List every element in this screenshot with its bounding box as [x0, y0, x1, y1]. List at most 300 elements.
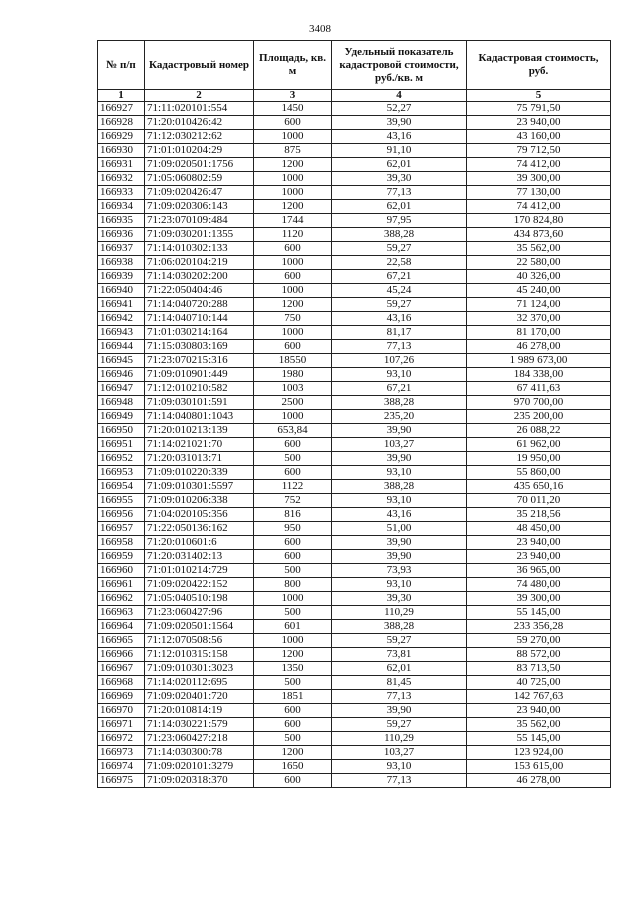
table-row [98, 662, 611, 676]
cadastral-value-cell: 40 326,00 [467, 270, 611, 284]
row-number-cell: 166960 [98, 564, 145, 578]
unit-value-cell: 388,28 [332, 228, 467, 242]
row-number-cell: 166943 [98, 326, 145, 340]
table-row [98, 480, 611, 494]
cadastral-value-cell: 67 411,63 [467, 382, 611, 396]
row-number-cell: 166952 [98, 452, 145, 466]
unit-value-cell: 388,28 [332, 480, 467, 494]
cadastral-number-cell: 71:14:040720:288 [145, 298, 254, 312]
row-number-cell: 166933 [98, 186, 145, 200]
area-cell: 600 [254, 536, 332, 550]
page-number: 3408 [309, 23, 331, 35]
row-number-cell: 166949 [98, 410, 145, 424]
table-row [98, 494, 611, 508]
cadastral-number-cell: 71:22:050136:162 [145, 522, 254, 536]
unit-value-cell: 39,30 [332, 172, 467, 186]
row-number-cell: 166963 [98, 606, 145, 620]
cadastral-number-cell: 71:01:030214:164 [145, 326, 254, 340]
unit-value-cell: 62,01 [332, 662, 467, 676]
unit-value-cell: 93,10 [332, 494, 467, 508]
cadastral-number-cell: 71:01:010204:29 [145, 144, 254, 158]
cadastral-value-cell: 46 278,00 [467, 774, 611, 788]
table-row [98, 382, 611, 396]
table-column-numbers-row [98, 90, 611, 102]
area-cell: 1200 [254, 648, 332, 662]
area-cell: 600 [254, 774, 332, 788]
table-row [98, 634, 611, 648]
table-row [98, 144, 611, 158]
row-number-cell: 166959 [98, 550, 145, 564]
cadastral-value-cell: 23 940,00 [467, 116, 611, 130]
cadastral-value-cell: 184 338,00 [467, 368, 611, 382]
cadastral-value-cell: 22 580,00 [467, 256, 611, 270]
cadastral-value-cell: 23 940,00 [467, 536, 611, 550]
cadastral-value-cell: 55 145,00 [467, 606, 611, 620]
cadastral-value-cell: 39 300,00 [467, 592, 611, 606]
row-number-cell: 166965 [98, 634, 145, 648]
row-number-cell: 166974 [98, 760, 145, 774]
cadastral-value-cell: 35 562,00 [467, 242, 611, 256]
unit-value-cell: 67,21 [332, 382, 467, 396]
cadastral-number-cell: 71:01:010214:729 [145, 564, 254, 578]
header-cadastral-value: Кадастровая стоимость, руб. [467, 41, 611, 90]
cadastral-number-cell: 71:23:060427:218 [145, 732, 254, 746]
table-row [98, 732, 611, 746]
cadastral-value-table [97, 40, 611, 788]
row-number-cell: 166931 [98, 158, 145, 172]
area-cell: 600 [254, 466, 332, 480]
column-number: 3 [254, 90, 332, 102]
unit-value-cell: 39,90 [332, 550, 467, 564]
cadastral-number-cell: 71:14:021021:70 [145, 438, 254, 452]
row-number-cell: 166955 [98, 494, 145, 508]
cadastral-value-cell: 233 356,28 [467, 620, 611, 634]
area-cell: 750 [254, 312, 332, 326]
cadastral-value-cell: 123 924,00 [467, 746, 611, 760]
area-cell: 1200 [254, 298, 332, 312]
area-cell: 1744 [254, 214, 332, 228]
area-cell: 1350 [254, 662, 332, 676]
area-cell: 1003 [254, 382, 332, 396]
area-cell: 816 [254, 508, 332, 522]
area-cell: 1000 [254, 634, 332, 648]
area-cell: 752 [254, 494, 332, 508]
unit-value-cell: 73,81 [332, 648, 467, 662]
row-number-cell: 166948 [98, 396, 145, 410]
cadastral-number-cell: 71:14:020112:695 [145, 676, 254, 690]
table-row [98, 158, 611, 172]
row-number-cell: 166935 [98, 214, 145, 228]
area-cell: 18550 [254, 354, 332, 368]
area-cell: 500 [254, 732, 332, 746]
unit-value-cell: 93,10 [332, 578, 467, 592]
table-row [98, 438, 611, 452]
row-number-cell: 166944 [98, 340, 145, 354]
unit-value-cell: 39,90 [332, 704, 467, 718]
row-number-cell: 166929 [98, 130, 145, 144]
cadastral-value-cell: 35 562,00 [467, 718, 611, 732]
unit-value-cell: 39,90 [332, 116, 467, 130]
area-cell: 600 [254, 550, 332, 564]
area-cell: 950 [254, 522, 332, 536]
cadastral-number-cell: 71:09:020101:3279 [145, 760, 254, 774]
cadastral-number-cell: 71:20:010814:19 [145, 704, 254, 718]
row-number-cell: 166966 [98, 648, 145, 662]
cadastral-value-cell: 46 278,00 [467, 340, 611, 354]
unit-value-cell: 235,20 [332, 410, 467, 424]
unit-value-cell: 93,10 [332, 760, 467, 774]
cadastral-value-cell: 55 860,00 [467, 466, 611, 480]
area-cell: 500 [254, 676, 332, 690]
row-number-cell: 166953 [98, 466, 145, 480]
area-cell: 1200 [254, 200, 332, 214]
cadastral-number-cell: 71:09:030201:1355 [145, 228, 254, 242]
row-number-cell: 166973 [98, 746, 145, 760]
row-number-cell: 166964 [98, 620, 145, 634]
unit-value-cell: 97,95 [332, 214, 467, 228]
table-row [98, 102, 611, 116]
cadastral-value-cell: 26 088,22 [467, 424, 611, 438]
cadastral-number-cell: 71:09:030101:591 [145, 396, 254, 410]
area-cell: 2500 [254, 396, 332, 410]
table-row [98, 256, 611, 270]
unit-value-cell: 59,27 [332, 718, 467, 732]
table-row [98, 116, 611, 130]
unit-value-cell: 39,90 [332, 536, 467, 550]
unit-value-cell: 43,16 [332, 312, 467, 326]
cadastral-number-cell: 71:06:020104:219 [145, 256, 254, 270]
unit-value-cell: 52,27 [332, 102, 467, 116]
cadastral-number-cell: 71:14:040801:1043 [145, 410, 254, 424]
unit-value-cell: 81,17 [332, 326, 467, 340]
cadastral-number-cell: 71:09:010220:339 [145, 466, 254, 480]
row-number-cell: 166937 [98, 242, 145, 256]
table-row [98, 774, 611, 788]
unit-value-cell: 22,58 [332, 256, 467, 270]
cadastral-value-cell: 153 615,00 [467, 760, 611, 774]
cadastral-value-cell: 74 412,00 [467, 158, 611, 172]
cadastral-value-cell: 43 160,00 [467, 130, 611, 144]
table-row [98, 508, 611, 522]
row-number-cell: 166957 [98, 522, 145, 536]
cadastral-value-cell: 81 170,00 [467, 326, 611, 340]
row-number-cell: 166934 [98, 200, 145, 214]
row-number-cell: 166969 [98, 690, 145, 704]
row-number-cell: 166968 [98, 676, 145, 690]
area-cell: 600 [254, 438, 332, 452]
unit-value-cell: 93,10 [332, 368, 467, 382]
header-area: Площадь, кв. м [254, 41, 332, 90]
area-cell: 1000 [254, 410, 332, 424]
area-cell: 1200 [254, 158, 332, 172]
area-cell: 1000 [254, 284, 332, 298]
cadastral-number-cell: 71:09:010206:338 [145, 494, 254, 508]
table-row [98, 340, 611, 354]
row-number-cell: 166942 [98, 312, 145, 326]
cadastral-number-cell: 71:22:050404:46 [145, 284, 254, 298]
table-row [98, 200, 611, 214]
table-row [98, 312, 611, 326]
table-row [98, 564, 611, 578]
unit-value-cell: 388,28 [332, 620, 467, 634]
cadastral-value-cell: 435 650,16 [467, 480, 611, 494]
cadastral-number-cell: 71:14:040710:144 [145, 312, 254, 326]
header-cadastral-number: Кадастровый номер [145, 41, 254, 90]
cadastral-value-cell: 35 218,56 [467, 508, 611, 522]
cadastral-number-cell: 71:12:030212:62 [145, 130, 254, 144]
table-row [98, 704, 611, 718]
area-cell: 800 [254, 578, 332, 592]
cadastral-number-cell: 71:20:031013:71 [145, 452, 254, 466]
row-number-cell: 166938 [98, 256, 145, 270]
table-row [98, 410, 611, 424]
cadastral-number-cell: 71:23:070215:316 [145, 354, 254, 368]
area-cell: 1120 [254, 228, 332, 242]
table-row [98, 172, 611, 186]
cadastral-number-cell: 71:20:010601:6 [145, 536, 254, 550]
area-cell: 1000 [254, 592, 332, 606]
table-row [98, 718, 611, 732]
column-number: 2 [145, 90, 254, 102]
row-number-cell: 166961 [98, 578, 145, 592]
table-row [98, 424, 611, 438]
row-number-cell: 166951 [98, 438, 145, 452]
area-cell: 600 [254, 718, 332, 732]
table-row [98, 368, 611, 382]
cadastral-value-cell: 1 989 673,00 [467, 354, 611, 368]
cadastral-value-cell: 88 572,00 [467, 648, 611, 662]
row-number-cell: 166972 [98, 732, 145, 746]
area-cell: 500 [254, 564, 332, 578]
table-row [98, 452, 611, 466]
row-number-cell: 166958 [98, 536, 145, 550]
cadastral-number-cell: 71:23:070109:484 [145, 214, 254, 228]
unit-value-cell: 39,30 [332, 592, 467, 606]
table-row [98, 676, 611, 690]
row-number-cell: 166962 [98, 592, 145, 606]
row-number-cell: 166950 [98, 424, 145, 438]
unit-value-cell: 77,13 [332, 690, 467, 704]
area-cell: 653,84 [254, 424, 332, 438]
unit-value-cell: 39,90 [332, 424, 467, 438]
row-number-cell: 166928 [98, 116, 145, 130]
unit-value-cell: 93,10 [332, 466, 467, 480]
row-number-cell: 166941 [98, 298, 145, 312]
table-row [98, 592, 611, 606]
row-number-cell: 166970 [98, 704, 145, 718]
cadastral-value-cell: 434 873,60 [467, 228, 611, 242]
table-row [98, 746, 611, 760]
column-number: 5 [467, 90, 611, 102]
unit-value-cell: 110,29 [332, 606, 467, 620]
row-number-cell: 166947 [98, 382, 145, 396]
unit-value-cell: 103,27 [332, 438, 467, 452]
cadastral-number-cell: 71:04:020105:356 [145, 508, 254, 522]
unit-value-cell: 62,01 [332, 158, 467, 172]
unit-value-cell: 77,13 [332, 186, 467, 200]
unit-value-cell: 103,27 [332, 746, 467, 760]
cadastral-number-cell: 71:14:030202:200 [145, 270, 254, 284]
unit-value-cell: 73,93 [332, 564, 467, 578]
row-number-cell: 166939 [98, 270, 145, 284]
table-row [98, 130, 611, 144]
cadastral-number-cell: 71:20:010426:42 [145, 116, 254, 130]
cadastral-number-cell: 71:09:010301:3023 [145, 662, 254, 676]
area-cell: 1122 [254, 480, 332, 494]
unit-value-cell: 43,16 [332, 508, 467, 522]
table-row [98, 326, 611, 340]
column-number: 1 [98, 90, 145, 102]
unit-value-cell: 59,27 [332, 242, 467, 256]
unit-value-cell: 59,27 [332, 298, 467, 312]
area-cell: 1450 [254, 102, 332, 116]
cadastral-number-cell: 71:09:020422:152 [145, 578, 254, 592]
cadastral-value-cell: 32 370,00 [467, 312, 611, 326]
unit-value-cell: 77,13 [332, 774, 467, 788]
unit-value-cell: 62,01 [332, 200, 467, 214]
table-body [98, 102, 611, 788]
cadastral-number-cell: 71:12:010315:158 [145, 648, 254, 662]
cadastral-number-cell: 71:12:010210:582 [145, 382, 254, 396]
cadastral-number-cell: 71:09:020306:143 [145, 200, 254, 214]
area-cell: 1000 [254, 326, 332, 340]
table-row [98, 214, 611, 228]
unit-value-cell: 77,13 [332, 340, 467, 354]
area-cell: 601 [254, 620, 332, 634]
unit-value-cell: 110,29 [332, 732, 467, 746]
cadastral-value-cell: 23 940,00 [467, 550, 611, 564]
column-number: 4 [332, 90, 467, 102]
cadastral-value-cell: 36 965,00 [467, 564, 611, 578]
row-number-cell: 166930 [98, 144, 145, 158]
row-number-cell: 166927 [98, 102, 145, 116]
cadastral-number-cell: 71:05:040510:198 [145, 592, 254, 606]
cadastral-value-cell: 74 412,00 [467, 200, 611, 214]
area-cell: 1000 [254, 172, 332, 186]
area-cell: 1200 [254, 746, 332, 760]
cadastral-value-cell: 55 145,00 [467, 732, 611, 746]
cadastral-number-cell: 71:09:010301:5597 [145, 480, 254, 494]
cadastral-value-cell: 40 725,00 [467, 676, 611, 690]
area-cell: 500 [254, 606, 332, 620]
table-row [98, 228, 611, 242]
unit-value-cell: 67,21 [332, 270, 467, 284]
area-cell: 600 [254, 340, 332, 354]
cadastral-value-cell: 235 200,00 [467, 410, 611, 424]
cadastral-number-cell: 71:11:020101:554 [145, 102, 254, 116]
cadastral-number-cell: 71:09:020318:370 [145, 774, 254, 788]
cadastral-number-cell: 71:20:010213:139 [145, 424, 254, 438]
cadastral-number-cell: 71:09:020501:1756 [145, 158, 254, 172]
cadastral-value-cell: 45 240,00 [467, 284, 611, 298]
table-row [98, 606, 611, 620]
row-number-cell: 166956 [98, 508, 145, 522]
table-row [98, 466, 611, 480]
cadastral-number-cell: 71:09:010901:449 [145, 368, 254, 382]
cadastral-value-cell: 74 480,00 [467, 578, 611, 592]
table-row [98, 298, 611, 312]
header-unit-value: Удельный показатель кадастровой стоимости, руб./кв. м [332, 41, 467, 90]
unit-value-cell: 43,16 [332, 130, 467, 144]
row-number-cell: 166946 [98, 368, 145, 382]
row-number-cell: 166971 [98, 718, 145, 732]
cadastral-number-cell: 71:14:030221:579 [145, 718, 254, 732]
table-row [98, 760, 611, 774]
cadastral-number-cell: 71:14:010302:133 [145, 242, 254, 256]
table-row [98, 690, 611, 704]
table-row [98, 284, 611, 298]
unit-value-cell: 51,00 [332, 522, 467, 536]
row-number-cell: 166936 [98, 228, 145, 242]
unit-value-cell: 107,26 [332, 354, 467, 368]
unit-value-cell: 81,45 [332, 676, 467, 690]
area-cell: 1650 [254, 760, 332, 774]
table-row [98, 578, 611, 592]
table-row [98, 186, 611, 200]
cadastral-number-cell: 71:09:020401:720 [145, 690, 254, 704]
table-row [98, 354, 611, 368]
row-number-cell: 166940 [98, 284, 145, 298]
table-header-row [98, 41, 611, 90]
cadastral-number-cell: 71:09:020426:47 [145, 186, 254, 200]
area-cell: 1000 [254, 186, 332, 200]
area-cell: 600 [254, 270, 332, 284]
cadastral-value-cell: 61 962,00 [467, 438, 611, 452]
cadastral-value-cell: 59 270,00 [467, 634, 611, 648]
table-row [98, 522, 611, 536]
table-row [98, 536, 611, 550]
row-number-cell: 166945 [98, 354, 145, 368]
table-row [98, 396, 611, 410]
cadastral-value-cell: 142 767,63 [467, 690, 611, 704]
cadastral-value-cell: 70 011,20 [467, 494, 611, 508]
row-number-cell: 166975 [98, 774, 145, 788]
unit-value-cell: 59,27 [332, 634, 467, 648]
row-number-cell: 166932 [98, 172, 145, 186]
area-cell: 1000 [254, 256, 332, 270]
cadastral-number-cell: 71:15:030803:169 [145, 340, 254, 354]
cadastral-number-cell: 71:23:060427:96 [145, 606, 254, 620]
cadastral-value-cell: 170 824,80 [467, 214, 611, 228]
table-row [98, 270, 611, 284]
area-cell: 600 [254, 704, 332, 718]
cadastral-value-cell: 77 130,00 [467, 186, 611, 200]
cadastral-value-cell: 970 700,00 [467, 396, 611, 410]
unit-value-cell: 388,28 [332, 396, 467, 410]
unit-value-cell: 45,24 [332, 284, 467, 298]
cadastral-value-cell: 79 712,50 [467, 144, 611, 158]
cadastral-value-cell: 75 791,50 [467, 102, 611, 116]
unit-value-cell: 91,10 [332, 144, 467, 158]
area-cell: 600 [254, 242, 332, 256]
area-cell: 1980 [254, 368, 332, 382]
area-cell: 1000 [254, 130, 332, 144]
table-row [98, 620, 611, 634]
row-number-cell: 166954 [98, 480, 145, 494]
cadastral-number-cell: 71:12:070508:56 [145, 634, 254, 648]
cadastral-value-cell: 23 940,00 [467, 704, 611, 718]
area-cell: 1851 [254, 690, 332, 704]
cadastral-number-cell: 71:20:031402:13 [145, 550, 254, 564]
cadastral-value-cell: 19 950,00 [467, 452, 611, 466]
area-cell: 875 [254, 144, 332, 158]
unit-value-cell: 39,90 [332, 452, 467, 466]
area-cell: 600 [254, 116, 332, 130]
table-row [98, 242, 611, 256]
cadastral-value-cell: 48 450,00 [467, 522, 611, 536]
area-cell: 500 [254, 452, 332, 466]
cadastral-number-cell: 71:09:020501:1564 [145, 620, 254, 634]
